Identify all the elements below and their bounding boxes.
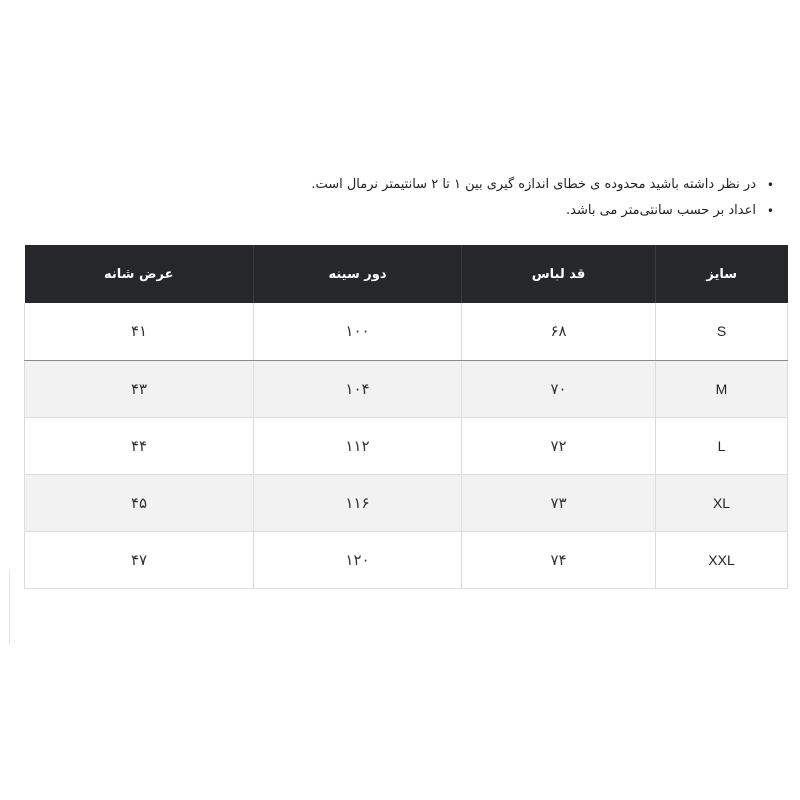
- table-row: [25, 303, 788, 360]
- table-row: [25, 531, 788, 588]
- shoulder-cell: ۴۳: [25, 360, 254, 417]
- note-text: در نظر داشته باشید محدوده ی خطای اندازه گیری بین ۱ تا ۲ سانتیمتر نرمال است.: [311, 177, 756, 192]
- table-row: [25, 417, 788, 474]
- size-cell: M: [656, 360, 788, 417]
- chest-cell: ۱۰۰: [254, 303, 462, 360]
- length-cell: ۷۰: [462, 360, 656, 417]
- size-cell: XL: [656, 474, 788, 531]
- size-table: [24, 245, 788, 589]
- size-cell: S: [656, 303, 788, 360]
- chest-cell: ۱۱۲: [254, 417, 462, 474]
- note-item: [214, 172, 774, 198]
- shoulder-cell: ۴۱: [25, 303, 254, 360]
- table-row: [25, 474, 788, 531]
- length-cell: ۷۴: [462, 531, 656, 588]
- shoulder-cell: ۴۷: [25, 531, 254, 588]
- bullet-icon: •: [766, 178, 774, 192]
- header-size: سایز: [656, 245, 788, 303]
- size-table-container: [24, 245, 787, 589]
- note-item: [214, 198, 774, 224]
- notes-list: [214, 172, 774, 224]
- length-cell: ۷۳: [462, 474, 656, 531]
- bullet-icon: •: [766, 204, 774, 218]
- size-cell: L: [656, 417, 788, 474]
- shoulder-cell: ۴۴: [25, 417, 254, 474]
- header-length: قد لباس: [462, 245, 656, 303]
- header-chest: دور سینه: [254, 245, 462, 303]
- length-cell: ۷۲: [462, 417, 656, 474]
- size-cell: XXL: [656, 531, 788, 588]
- chest-cell: ۱۱۶: [254, 474, 462, 531]
- chest-cell: ۱۲۰: [254, 531, 462, 588]
- table-row: [25, 360, 788, 417]
- chest-cell: ۱۰۴: [254, 360, 462, 417]
- length-cell: ۶۸: [462, 303, 656, 360]
- shoulder-cell: ۴۵: [25, 474, 254, 531]
- header-shoulder: عرض شانه: [104, 266, 174, 282]
- edge-divider: [9, 570, 10, 645]
- note-text: اعداد بر حسب سانتی‌متر می باشد.: [566, 203, 756, 218]
- table-header-row: [25, 245, 788, 303]
